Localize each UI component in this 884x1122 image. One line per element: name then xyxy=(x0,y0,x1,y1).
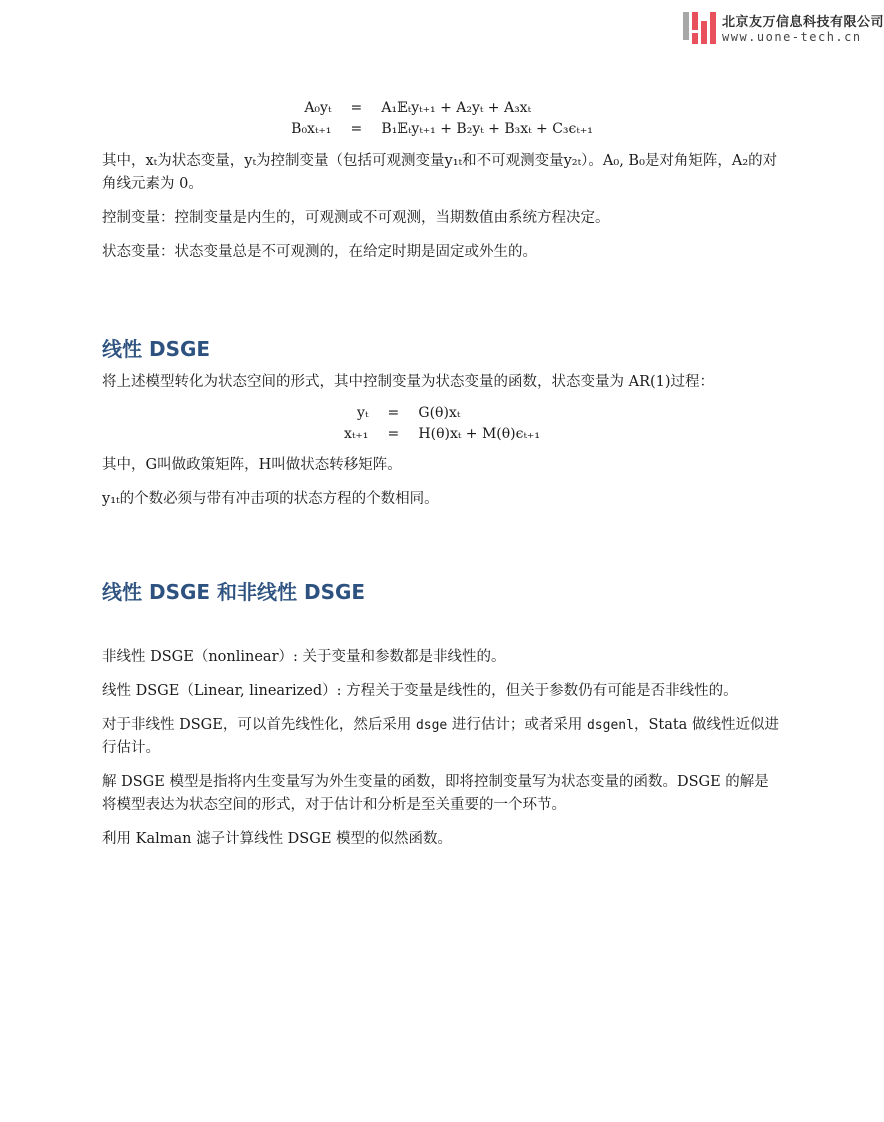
document-body xyxy=(102,98,782,851)
eq-rhs: B₁𝔼ₜyₜ₊₁ + B₂yₜ + B₃xₜ + C₃ϵₜ₊₁ xyxy=(381,121,593,137)
eq-rhs: G(θ)xₜ xyxy=(418,405,461,421)
text-run: 对于非线性 DSGE，可以首先线性化，然后采用 xyxy=(102,717,416,733)
paragraph: 其中，G叫做政策矩阵，H叫做状态转移矩阵。 xyxy=(102,457,402,473)
paragraph: 将上述模型转化为状态空间的形式，其中控制变量为状态变量的函数，状态变量为 AR(1)过程： xyxy=(102,374,715,390)
equation-block-1 xyxy=(285,98,599,140)
paragraph: 线性 DSGE（Linear, linearized）: 方程关于变量是线性的，但关于参数仍有可能是否非线性的。 xyxy=(102,683,738,699)
code-dsge: dsge xyxy=(415,718,448,733)
eq-sign: = xyxy=(350,100,363,116)
paragraph: 解 DSGE 模型是指将内生变量写为外生变量的函数，即将控制变量写为状态变量的函数。DSGE 的解是将模型表达为状态空间的形式，对于估计和分析是至关重要的一个环节。 xyxy=(102,774,769,813)
paragraph: 利用 Kalman 滤子计算线性 DSGE 模型的似然函数。 xyxy=(102,831,453,847)
eq-sign: = xyxy=(350,121,363,137)
eq-lhs: yₜ xyxy=(357,405,369,421)
text-run: ，Stata 做线性近似进行估计。 xyxy=(102,717,779,756)
eq-lhs: B₀xₜ₊₁ xyxy=(291,121,332,137)
section-heading: 线性 DSGE xyxy=(102,337,211,361)
paragraph: 其中，xₜ为状态变量，yₜ为控制变量（包括可观测变量y₁ₜ和不可观测变量y₂ₜ）。A₀, B₀是对角矩阵，A₂的对角线元素为 0。 xyxy=(102,153,778,192)
paragraph: 非线性 DSGE（nonlinear）: 关于变量和参数都是非线性的。 xyxy=(102,649,506,665)
text-run: 进行估计；或者采用 xyxy=(447,717,587,733)
eq-lhs: A₀yₜ xyxy=(304,100,332,116)
paragraph xyxy=(102,714,782,760)
eq-sign: = xyxy=(387,405,400,421)
code-dsgenl: dsgenl xyxy=(586,718,634,733)
eq-lhs: xₜ₊₁ xyxy=(344,426,369,442)
paragraph: y₁ₜ的个数必须与带有冲击项的状态方程的个数相同。 xyxy=(102,491,439,507)
company-logo xyxy=(682,9,884,45)
company-url: www.uone-tech.cn xyxy=(722,30,862,44)
eq-rhs: A₁𝔼ₜyₜ₊₁ + A₂yₜ + A₃xₜ xyxy=(381,100,532,116)
paragraph: 控制变量：控制变量是内生的，可观测或不可观测，当期数值由系统方程决定。 xyxy=(102,210,610,226)
section-heading: 线性 DSGE 和非线性 DSGE xyxy=(102,580,366,604)
equation-block-2 xyxy=(338,403,546,445)
company-name: 北京友万信息科技有限公司 xyxy=(722,15,884,30)
company-logo-icon xyxy=(682,9,718,45)
eq-sign: = xyxy=(387,426,400,442)
paragraph: 状态变量：状态变量总是不可观测的，在给定时期是固定或外生的。 xyxy=(102,244,537,260)
eq-rhs: H(θ)xₜ + M(θ)ϵₜ₊₁ xyxy=(418,426,540,442)
